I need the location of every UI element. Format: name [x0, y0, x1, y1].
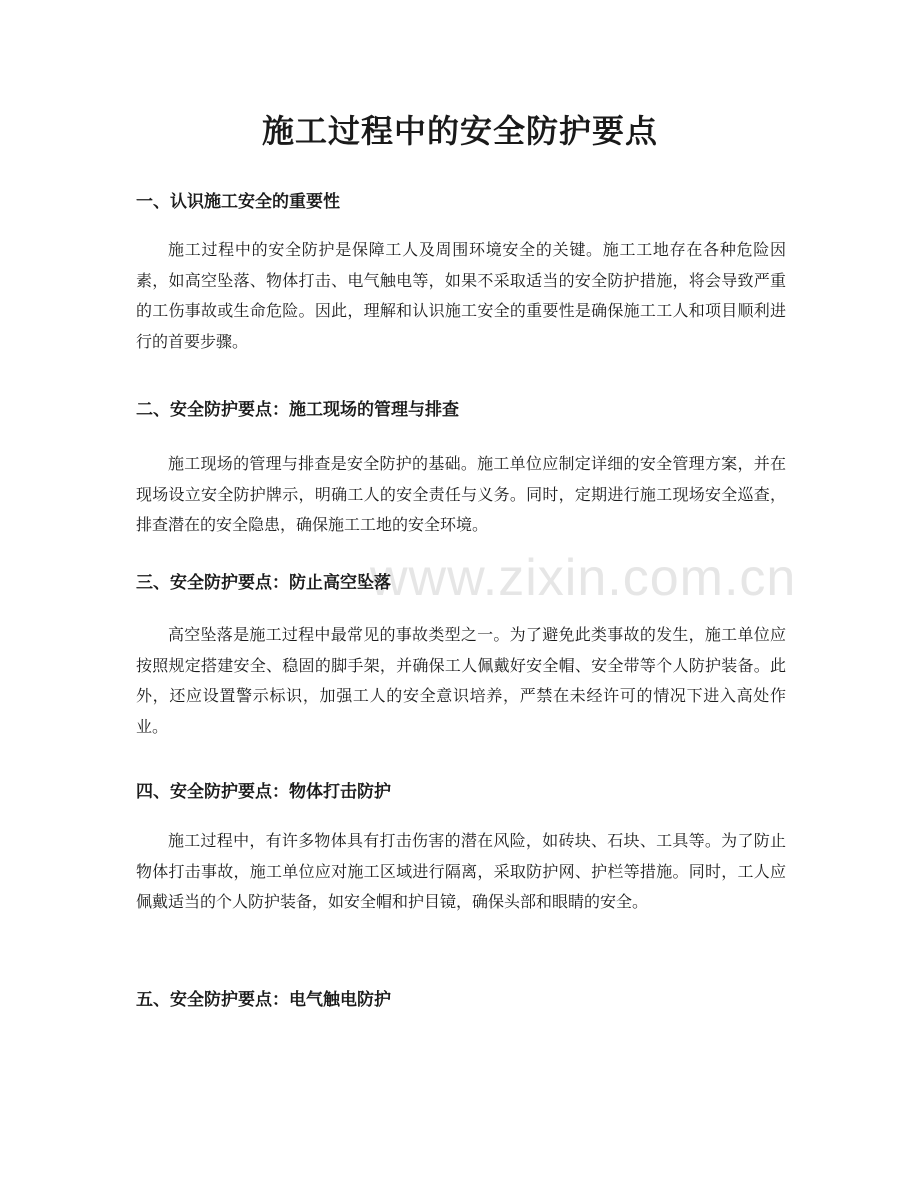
section-2-paragraph: 施工现场的管理与排查是安全防护的基础。施工单位应制定详细的安全管理方案，并在现场设立安全防护牌示，明确工人的安全责任与义务。同时，定期进行施工现场安全巡查，排查潜在的安全隐患，确保施工工地的安全环境。: [136, 454, 786, 534]
section-4-heading: 四、安全防护要点：物体打击防护: [136, 782, 391, 802]
section-4-paragraph: 施工过程中，有许多物体具有打击伤害的潜在风险，如砖块、石块、工具等。为了防止物体打击事故，施工单位应对施工区域进行隔离，采取防护网、护栏等措施。同时，工人应佩戴适当的个人防护装备，如安全帽和护目镜，确保头部和眼睛的安全。: [136, 831, 786, 911]
section-5-heading: 五、安全防护要点：电气触电防护: [136, 990, 391, 1010]
section-3-paragraph: 高空坠落是施工过程中最常见的事故类型之一。为了避免此类事故的发生，施工单位应按照规定搭建安全、稳固的脚手架，并确保工人佩戴好安全帽、安全带等个人防护装备。此外，还应设置警示标识，加强工人的安全意识培养，严禁在未经许可的情况下进入高处作业。: [136, 625, 786, 736]
watermark-text: www.zixin.com.cn: [370, 549, 797, 607]
section-1-paragraph: 施工过程中的安全防护是保障工人及周围环境安全的关键。施工工地存在各种危险因素，如高空坠落、物体打击、电气触电等，如果不采取适当的安全防护措施，将会导致严重的工伤事故或生命危险。因此，理解和认识施工安全的重要性是确保施工工人和项目顺利进行的首要步骤。: [136, 240, 786, 351]
section-1-heading: 一、认识施工安全的重要性: [136, 192, 340, 212]
document-title: 施工过程中的安全防护要点: [261, 112, 658, 150]
section-2-heading: 二、安全防护要点：施工现场的管理与排查: [136, 400, 459, 420]
section-3-heading: 三、安全防护要点：防止高空坠落: [136, 573, 391, 593]
